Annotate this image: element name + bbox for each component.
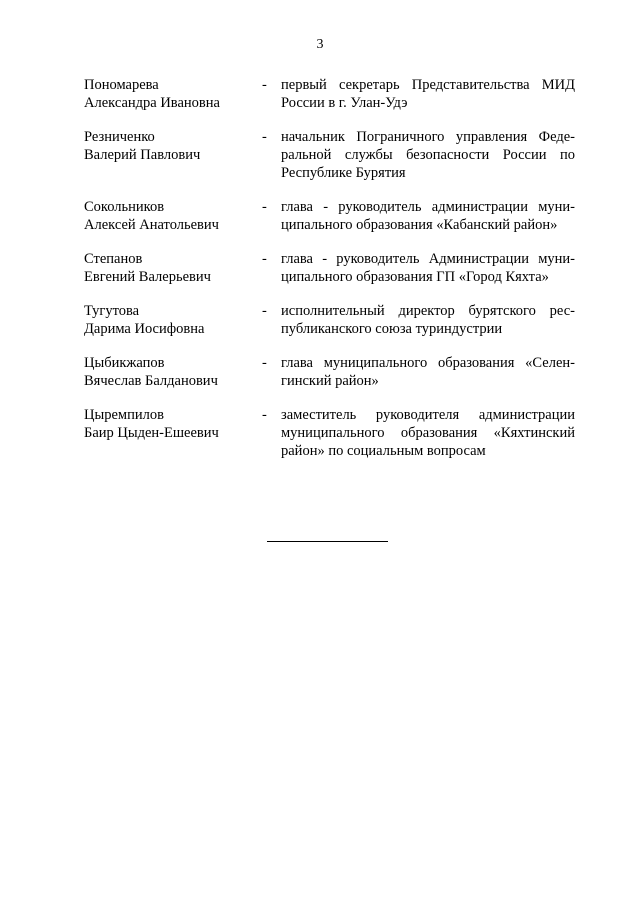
- list-item: [84, 76, 575, 112]
- list-item: [84, 128, 575, 182]
- member-name: [84, 354, 259, 390]
- list-item: [84, 250, 575, 286]
- dash-separator: -: [262, 407, 267, 423]
- member-surname: Тугутова: [84, 303, 140, 319]
- member-surname: Цыбикжапов: [84, 355, 165, 371]
- member-position: первый секретарь Представительства МИД России в г. Улан-Удэ: [281, 77, 575, 111]
- list-item: [84, 354, 575, 390]
- member-given-names: Вячеслав Балданович: [84, 373, 218, 389]
- list-item: [84, 302, 575, 338]
- member-given-names: Валерий Павлович: [84, 147, 201, 163]
- member-name: [84, 198, 259, 234]
- member-position: глава муниципального образования «Селенгинский район»: [281, 355, 575, 389]
- member-name: [84, 302, 259, 338]
- member-given-names: Баир Цыден-Ешеевич: [84, 425, 219, 441]
- member-name: [84, 128, 259, 164]
- member-name: [84, 76, 259, 112]
- page-number: 3: [316, 37, 324, 52]
- member-given-names: Дарима Иосифовна: [84, 321, 205, 337]
- member-position: исполнительный директор бурятского республиканского союза туриндустрии: [281, 303, 575, 337]
- member-surname: Сокольников: [84, 199, 165, 215]
- dash-separator: -: [262, 251, 267, 267]
- member-given-names: Евгений Валерьевич: [84, 269, 211, 285]
- member-name: [84, 406, 259, 442]
- member-name: [84, 250, 259, 286]
- dash-separator: -: [262, 355, 267, 371]
- member-position: глава - руководитель Администрации муниципального образования ГП «Город Кяхта»: [281, 251, 575, 285]
- dash-separator: -: [262, 77, 267, 93]
- member-surname: Степанов: [84, 251, 143, 267]
- dash-separator: -: [262, 129, 267, 145]
- list-item: [84, 406, 575, 460]
- dash-separator: -: [262, 303, 267, 319]
- member-surname: Пономарева: [84, 77, 159, 93]
- dash-separator: -: [262, 199, 267, 215]
- member-given-names: Александра Ивановна: [84, 95, 220, 111]
- members-list: [84, 76, 575, 476]
- list-item: [84, 198, 575, 234]
- member-surname: Цыремпилов: [84, 407, 164, 423]
- member-position: заместитель руководителя администрации муниципального образования «Кяхтинский район» по социальным вопросам: [281, 407, 575, 459]
- member-surname: Резниченко: [84, 129, 155, 145]
- member-given-names: Алексей Анатольевич: [84, 217, 219, 233]
- member-position: глава - руководитель администрации муниципального образования «Кабанский район»: [281, 199, 575, 233]
- closing-rule: [267, 541, 388, 542]
- member-position: начальник Пограничного управления Федеральной службы безопасности России по Республике Бурятия: [281, 129, 575, 181]
